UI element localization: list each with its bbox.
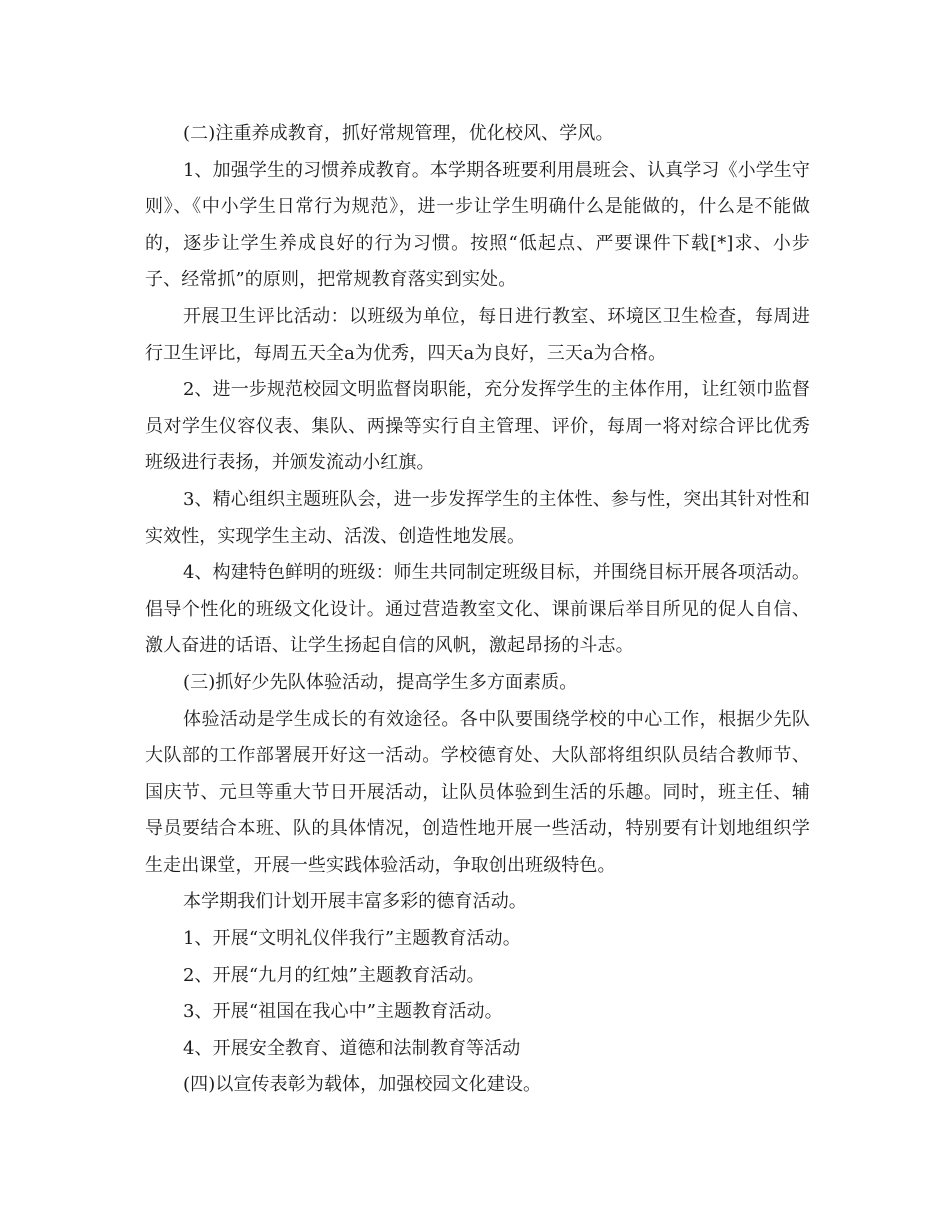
section-heading-4: (四)以宣传表彰为载体，加强校园文化建设。 (183, 1074, 542, 1096)
paragraph-experience-activities: 体验活动是学生成长的有效途径。各中队要围绕学校的中心工作，根据少先队大队部的工作部署展开好这一活动。学校德育处、大队部将组织队员结合教师节、国庆节、元旦等重大节日开展活动，让队员体验到生活的乐趣。同时，班主任、辅导员要结合本班、队的具体情况，创造性地开展一些活动，特别要有计划地组织学生走出课堂，开展一些实践体验活动，争取创出班级特色。 (145, 708, 810, 876)
paragraph-activity-plan-intro: 本学期我们计划开展丰富多彩的德育活动。 (183, 891, 527, 913)
list-item-activity-3: 3、开展“祖国在我心中”主题教育活动。 (183, 1001, 503, 1023)
paragraph-habit-education: 1、加强学生的习惯养成教育。本学期各班要利用晨班会、认真学习《小学生守则》、《中小学生日常行为规范》，进一步让学生明确什么是能做的，什么是不能做的，逐步让学生养成良好的行为习惯。按照“低起点、严要课件下载[*]求、小步子、经常抓”的原则，把常规教育落实到实处。 (145, 159, 810, 291)
list-item-activity-1: 1、开展“文明礼仪伴我行”主题教育活动。 (183, 928, 521, 950)
document-body (145, 116, 810, 1104)
paragraph-hygiene-evaluation: 开展卫生评比活动：以班级为单位，每日进行教室、环境区卫生检查，每周进行卫生评比，每周五天全a为优秀，四天a为良好，三天a为合格。 (145, 305, 810, 364)
list-item-activity-4: 4、开展安全教育、道德和法制教育等活动 (183, 1037, 521, 1059)
section-heading-2: (二)注重养成教育，抓好常规管理，优化校风、学风。 (183, 123, 614, 144)
list-item-activity-2: 2、开展“九月的红烛”主题教育活动。 (183, 964, 485, 986)
paragraph-civility-supervision: 2、进一步规范校园文明监督岗职能，充分发挥学生的主体作用，让红领巾监督员对学生仪容仪表、集队、两操等实行自主管理、评价，每周一将对综合评比优秀班级进行表扬，并颁发流动小红旗。 (145, 379, 810, 474)
paragraph-class-meetings: 3、精心组织主题班队会，进一步发挥学生的主体性、参与性，突出其针对性和实效性，实现学生主动、活泼、创造性地发展。 (145, 488, 810, 547)
paragraph-class-building: 4、构建特色鲜明的班级：师生共同制定班级目标，并围绕目标开展各项活动。倡导个性化的班级文化设计。通过营造教室文化、课前课后举目所见的促人自信、激人奋进的话语、让学生扬起自信的风帆，激起昂扬的斗志。 (145, 562, 810, 657)
section-heading-3: (三)抓好少先队体验活动，提高学生多方面素质。 (183, 671, 578, 693)
